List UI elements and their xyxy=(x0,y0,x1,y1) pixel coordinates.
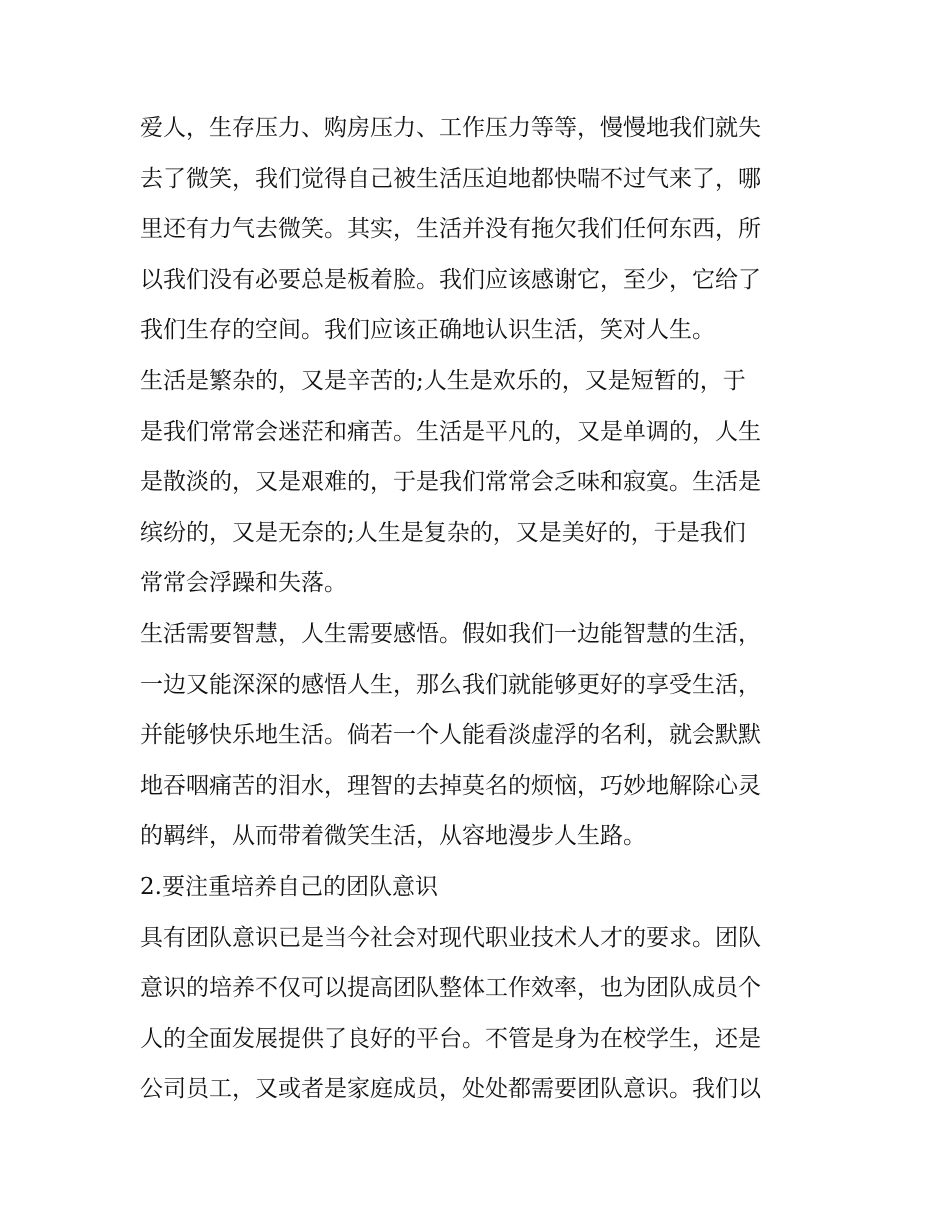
text-line: 里还有力气去微笑。其实，生活并没有拖欠我们任何东西，所 xyxy=(140,216,761,243)
text-line: 是散淡的，又是艰难的，于是我们常常会乏味和寂寞。生活是 xyxy=(140,469,761,496)
text-line: 一边又能深深的感悟人生，那么我们就能够更好的享受生活， xyxy=(140,671,761,698)
text-line: 意识的培养不仅可以提高团队整体工作效率，也为团队成员个 xyxy=(140,975,761,1002)
text-line: 以我们没有必要总是板着脸。我们应该感谢它，至少，它给了 xyxy=(140,266,761,293)
text-line: 生活是繁杂的，又是辛苦的;人生是欢乐的，又是短暂的，于 xyxy=(140,367,746,394)
text-line: 去了微笑，我们觉得自己被生活压迫地都快喘不过气来了，哪 xyxy=(140,165,761,192)
text-line: 常常会浮躁和失落。 xyxy=(140,570,347,597)
text-line: 具有团队意识已是当今社会对现代职业技术人才的要求。团队 xyxy=(140,924,761,951)
text-line: 爱人，生存压力、购房压力、工作压力等等，慢慢地我们就失 xyxy=(140,115,761,141)
text-line: 缤纷的，又是无奈的;人生是复杂的，又是美好的，于是我们 xyxy=(140,519,746,546)
body-text xyxy=(140,103,820,1115)
text-line: 地吞咽痛苦的泪水，理智的去掉莫名的烦恼，巧妙地解除心灵 xyxy=(140,772,761,799)
text-line: 并能够快乐地生活。倘若一个人能看淡虚浮的名利，就会默默 xyxy=(140,722,761,749)
text-line: 公司员工，又或者是家庭成员，处处都需要团队意识。我们以 xyxy=(140,1076,761,1103)
section-heading: 2.要注重培养自己的团队意识 xyxy=(140,873,438,900)
text-line: 是我们常常会迷茫和痛苦。生活是平凡的，又是单调的，人生 xyxy=(140,418,761,445)
text-line: 的羁绊，从而带着微笑生活，从容地漫步人生路。 xyxy=(140,823,646,850)
text-line: 人的全面发展提供了良好的平台。不管是身为在校学生，还是 xyxy=(140,1025,761,1052)
text-line: 我们生存的空间。我们应该正确地认识生活，笑对人生。 xyxy=(140,317,715,344)
text-line: 生活需要智慧，人生需要感悟。假如我们一边能智慧的生活， xyxy=(140,620,761,647)
